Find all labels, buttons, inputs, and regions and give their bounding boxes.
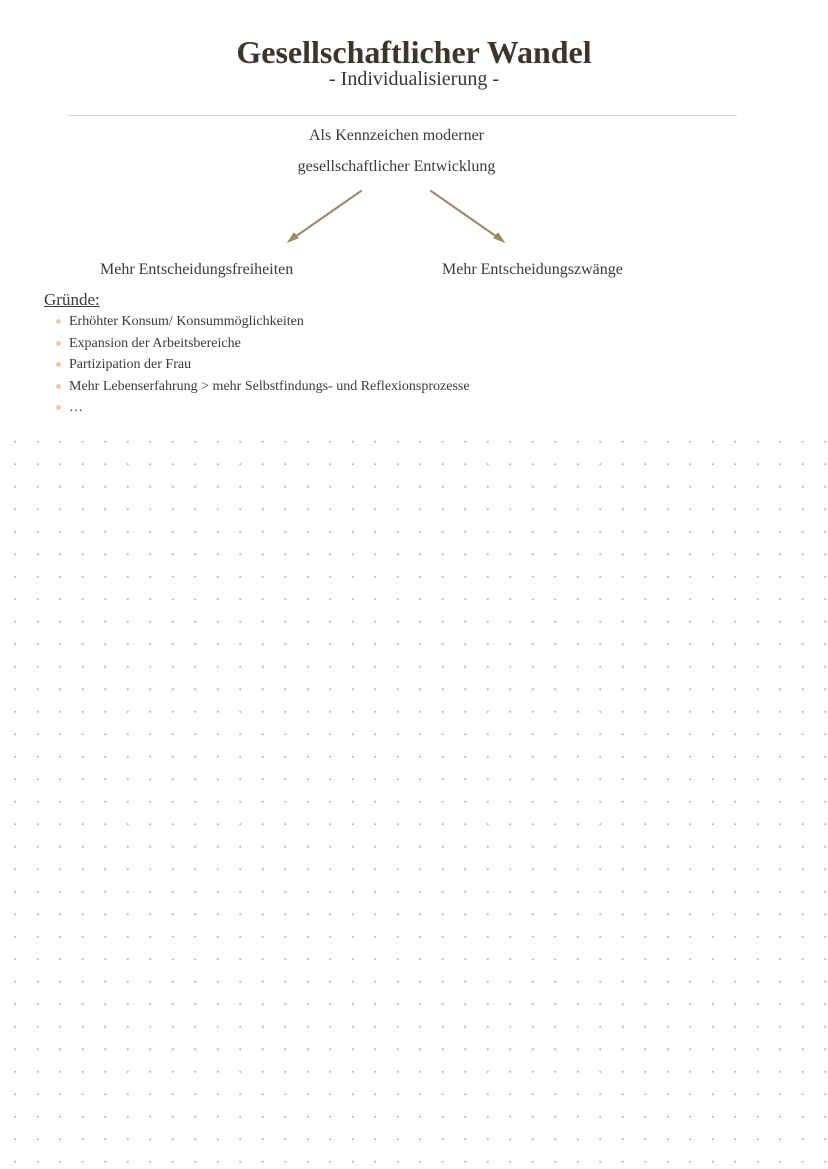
bullet-dot-icon [56, 319, 61, 324]
list-item-text: Erhöhter Konsum/ Konsummöglichkeiten [69, 314, 304, 329]
list-item-text: … [69, 400, 83, 415]
list-item [56, 397, 470, 419]
bullet-dot-icon [56, 362, 61, 367]
list-item-text: Expansion der Arbeitsbereiche [69, 335, 241, 351]
arrow-right-line [431, 191, 500, 239]
reasons-list [56, 311, 470, 419]
bullet-dot-icon [56, 341, 61, 346]
central-concept-line-2: gesellschaftlicher Entwicklung [297, 158, 496, 175]
page-title: Gesellschaftlicher Wandel [226, 33, 601, 71]
list-item [56, 376, 470, 398]
bullet-dot-icon [56, 384, 61, 389]
list-item-text: Partizipation der Frau [69, 357, 192, 372]
branch-label-constraints: Mehr Entscheidungszwänge [442, 261, 623, 278]
list-item [56, 311, 470, 333]
list-item [56, 354, 470, 376]
arrow-right-head [494, 233, 504, 242]
branch-label-freedoms: Mehr Entscheidungsfreiheiten [100, 261, 294, 278]
content-area [0, 0, 828, 425]
page-subtitle: - Individualisierung - [323, 67, 505, 91]
list-item [56, 333, 470, 355]
reasons-heading: Gründe: [44, 290, 100, 309]
list-item-text: Mehr Lebenserfahrung > mehr Selbstfindungs- und Reflexionsprozesse [69, 378, 470, 394]
central-concept-line-1: Als Kennzeichen moderner [308, 127, 485, 144]
branch-arrows [0, 0, 828, 300]
arrow-left-head [288, 233, 298, 242]
bullet-dot-icon [56, 405, 61, 410]
arrow-left-line [292, 191, 361, 239]
